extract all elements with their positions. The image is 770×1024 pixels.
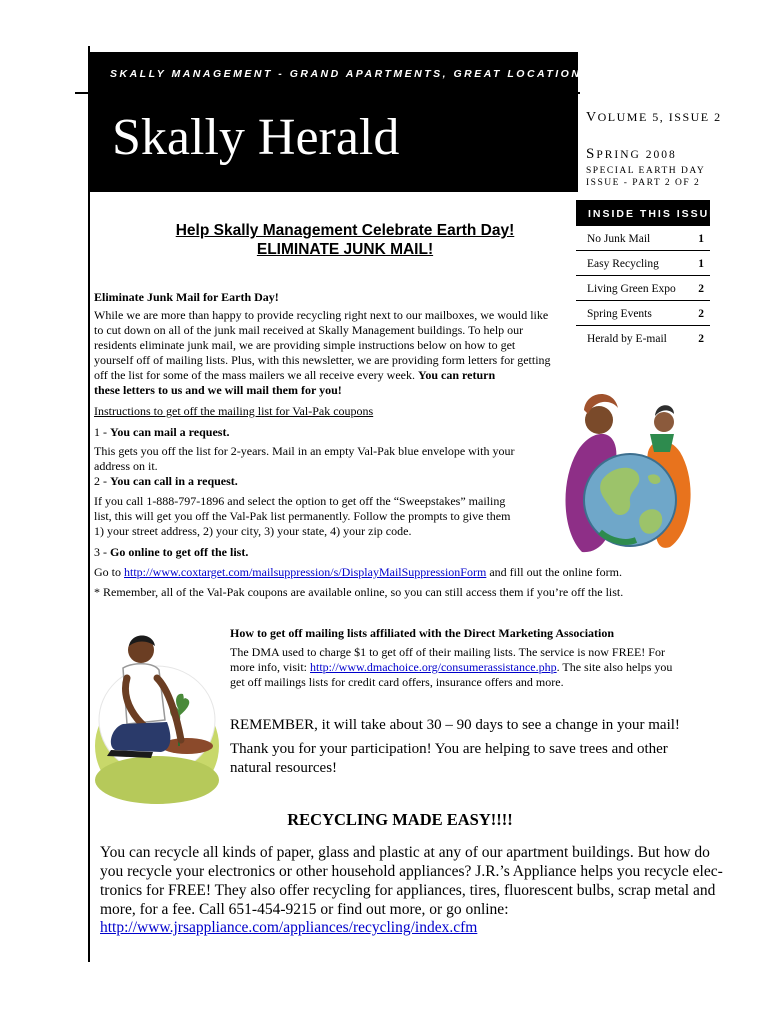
season-year: SPRING 2008 (586, 146, 677, 162)
table-of-contents (576, 226, 710, 351)
dma-paragraph: The DMA used to charge $1 to get off of their mailing lists. The service is now FREE! For more info, visit: http://www.dmachoice.org/consumerassistance.php. The site also helps you get off mailings lists for credit card offers, insurance offers and more. (230, 645, 673, 689)
toc-item[interactable]: Herald by E-mail 2 (587, 333, 704, 345)
recycling-paragraph: You can recycle all kinds of paper, glass and plastic at any of our apartment buildings. But how do you recycle your electronics or other household appliances? J.R.’s Appliance helps you recycle elec- tronics for FREE! They also offer recycling for appliances, tires, fluorescent bulbs, scrap metal and more, for a fee. Call 651-454-9215 or find out more, or go online: (100, 844, 723, 918)
intro-paragraph: While we are more than happy to provide recycling right next to our mailboxes, we would like to cut down on all of the junk mail received at Skally Management buildings. To help our residents eliminate junk mail, we are providing simple instructions below on how to get yourself off of mailing lists. Plus, with this newsletter, we are providing form letters for getting off the list for some of the mass mailers we all receive every week. You can return these letters to us and we will mail them for you! (94, 308, 551, 397)
remember-callout: REMEMBER, it will take about 30 – 90 days to see a change in your mail! (230, 717, 680, 733)
toc-item[interactable]: Spring Events 2 (576, 301, 710, 326)
toc-item[interactable]: Living Green Expo 2 (576, 276, 710, 301)
article-headline: Help Skally Management Celebrate Earth Day! ELIMINATE JUNK MAIL! (175, 222, 515, 258)
dma-heading: How to get off mailing lists affiliated with the Direct Marketing Association (230, 626, 615, 640)
step-3: 3 - Go online to get off the list. (94, 545, 249, 559)
masthead-title: Skally Herald (90, 94, 578, 192)
earth-people-illustration (552, 382, 702, 560)
toc-item[interactable]: Easy Recycling 1 (576, 251, 710, 276)
inside-this-issue-heading: INSIDE THIS ISSUE: (576, 200, 710, 226)
toc-item[interactable]: No Junk Mail 1 (576, 226, 710, 251)
volume-issue: VOLUME 5, ISSUE 2 (586, 110, 722, 125)
remember-note: * Remember, all of the Val-Pak coupons are available online, so you can still access them if you’re off the list. (94, 585, 624, 599)
valpak-heading: Instructions to get off the mailing list for Val-Pak coupons (94, 404, 374, 418)
recycling-link[interactable]: http://www.jrsappliance.com/appliances/recycling/index.cfm (100, 919, 478, 936)
step-1: 1 - You can mail a request. (94, 425, 230, 439)
issue-subtitle: SPECIAL EARTH DAY ISSUE - PART 2 OF 2 (586, 166, 706, 188)
step-2-text: If you call 1-888-797-1896 and select the option to get off the “Sweepstakes” mailing list, this will get you off the Val-Pak list permanently. Follow the prompts to give them 1) your street address, 2) your city, 3) your state, 4) your zip code. (94, 494, 511, 538)
gardener-illustration (93, 628, 221, 808)
article-subhead: Eliminate Junk Mail for Earth Day! (94, 290, 279, 304)
recycling-title: RECYCLING MADE EASY!!!! (287, 810, 513, 829)
coxtarget-link[interactable]: http://www.coxtarget.com/mailsuppression/s/DisplayMailSuppressionForm (124, 565, 487, 579)
step-3-text: Go to http://www.coxtarget.com/mailsuppression/s/DisplayMailSuppressionForm and fill out the online form. (94, 565, 622, 579)
step-1-text: This gets you off the list for 2-years. Mail in an empty Val-Pak blue envelope with your address on it. 2 - You can call in a request. (94, 444, 515, 488)
thanks-paragraph: Thank you for your participation! You are helping to save trees and other natural resources! (230, 741, 668, 776)
top-banner: SKALLY MANAGEMENT - GRAND APARTMENTS, GREAT LOCATION! (90, 52, 578, 92)
dma-link[interactable]: http://www.dmachoice.org/consumerassistance.php (310, 660, 557, 674)
